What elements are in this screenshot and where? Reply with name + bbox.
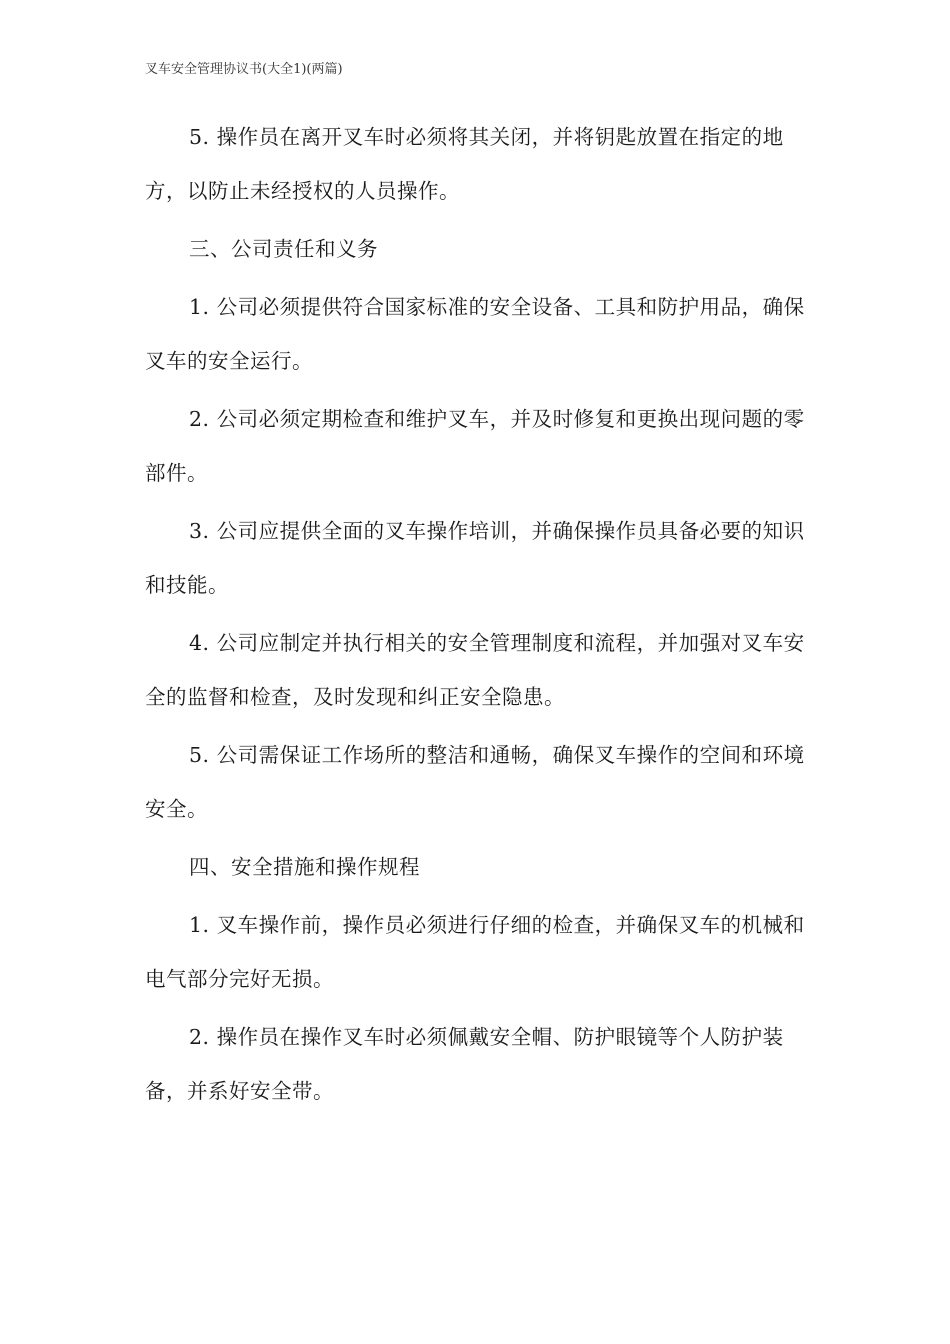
running-header: 叉车安全管理协议书(大全1)(两篇) bbox=[145, 62, 343, 77]
clause-3-item-4: 4. 公司应制定并执行相关的安全管理制度和流程，并加强对叉车安全的监督和检查，及时发现和纠正安全隐患。 bbox=[145, 631, 805, 709]
clause-4-item-2: 2. 操作员在操作叉车时必须佩戴安全帽、防护眼镜等个人防护装备，并系好安全带。 bbox=[145, 1025, 784, 1103]
clause-3-item-3: 3. 公司应提供全面的叉车操作培训，并确保操作员具备必要的知识和技能。 bbox=[145, 519, 805, 597]
clause-2-item-5: 5. 操作员在离开叉车时必须将其关闭，并将钥匙放置在指定的地方，以防止未经授权的人员操作。 bbox=[145, 125, 784, 203]
clause-3-item-1: 1. 公司必须提供符合国家标准的安全设备、工具和防护用品，确保叉车的安全运行。 bbox=[145, 295, 805, 373]
clause-3-item-2: 2. 公司必须定期检查和维护叉车，并及时修复和更换出现问题的零部件。 bbox=[145, 407, 805, 485]
clause-4-item-1: 1. 叉车操作前，操作员必须进行仔细的检查，并确保叉车的机械和电气部分完好无损。 bbox=[145, 913, 805, 991]
section-heading-3: 三、公司责任和义务 bbox=[189, 237, 378, 261]
clause-3-item-5: 5. 公司需保证工作场所的整洁和通畅，确保叉车操作的空间和环境安全。 bbox=[145, 743, 805, 821]
section-heading-4: 四、安全措施和操作规程 bbox=[189, 855, 420, 879]
document-body bbox=[145, 110, 807, 1122]
